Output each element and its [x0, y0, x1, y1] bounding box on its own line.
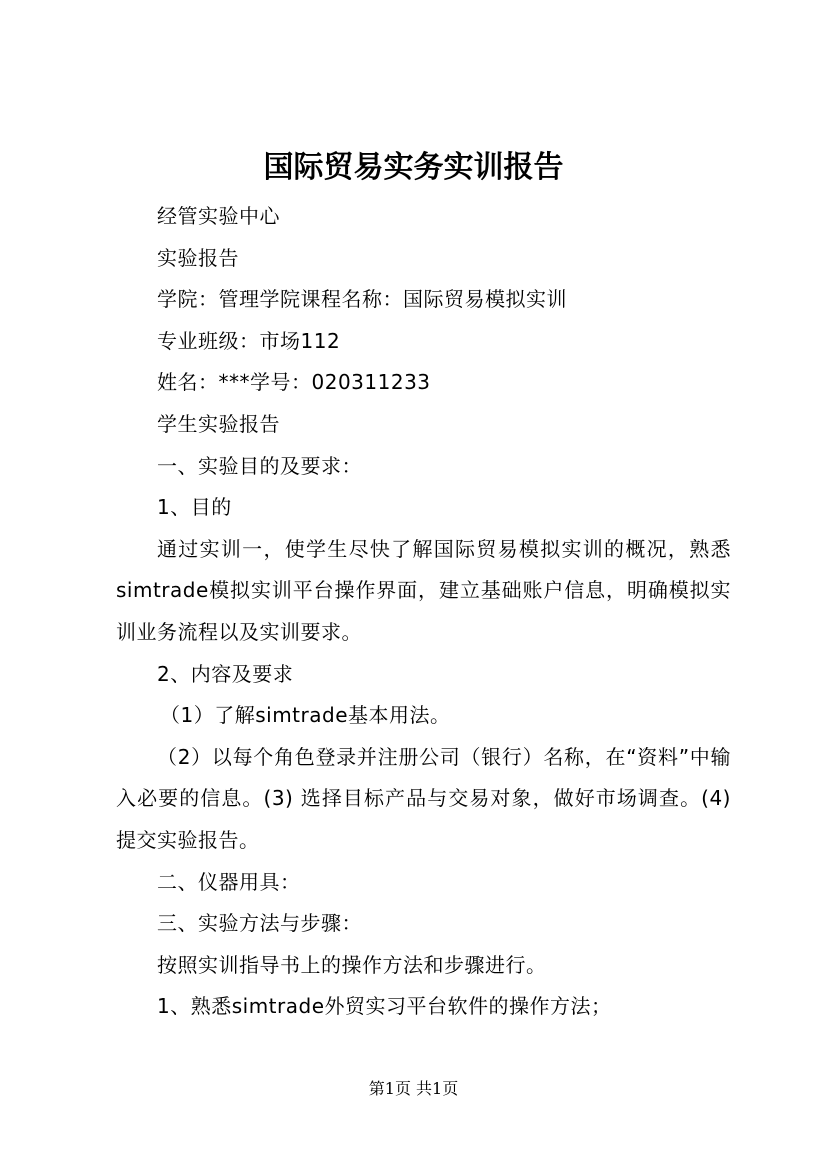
section-heading-objectives: 一、实验目的及要求： — [157, 453, 362, 478]
line-class: 专业班级：市场112 — [157, 328, 341, 353]
document-title: 国际贸易实务实训报告 — [263, 150, 564, 185]
line-report-label: 实验报告 — [157, 245, 239, 270]
sub-item-2-4: （2）以每个角色登录并注册公司（银行）名称，在“资料”中输入必要的信息。(3) 选择目标产品与交易对象，做好市场调查。(4) 提交实验报告。 — [116, 744, 731, 852]
item-purpose: 1、目的 — [157, 495, 232, 520]
item-content-requirements: 2、内容及要求 — [157, 661, 294, 686]
line-step-intro: 按照实训指导书上的操作方法和步骤进行。 — [157, 952, 547, 977]
line-step-1: 1、熟悉simtrade外贸实习平台软件的操作方法； — [157, 994, 612, 1019]
sub-item-1: （1）了解simtrade基本用法。 — [160, 703, 451, 728]
section-heading-instruments: 二、仪器用具： — [157, 869, 301, 894]
line-college-course: 学院：管理学院课程名称：国际贸易模拟实训 — [157, 287, 567, 312]
page-footer — [0, 1078, 827, 1100]
page-number-label: 第1页 共1页 — [368, 1079, 459, 1098]
paragraph-purpose: 通过实训一，使学生尽快了解国际贸易模拟实训的概况，熟悉simtrade模拟实训平台操作界面，建立基础账户信息，明确模拟实训业务流程以及实训要求。 — [116, 536, 731, 644]
line-lab-center: 经管实验中心 — [157, 204, 280, 228]
document-body — [116, 196, 731, 1028]
section-heading-methods: 三、实验方法与步骤： — [157, 911, 362, 936]
line-student-report: 学生实验报告 — [157, 411, 280, 436]
line-name-id: 姓名：***学号：020311233 — [157, 370, 431, 395]
